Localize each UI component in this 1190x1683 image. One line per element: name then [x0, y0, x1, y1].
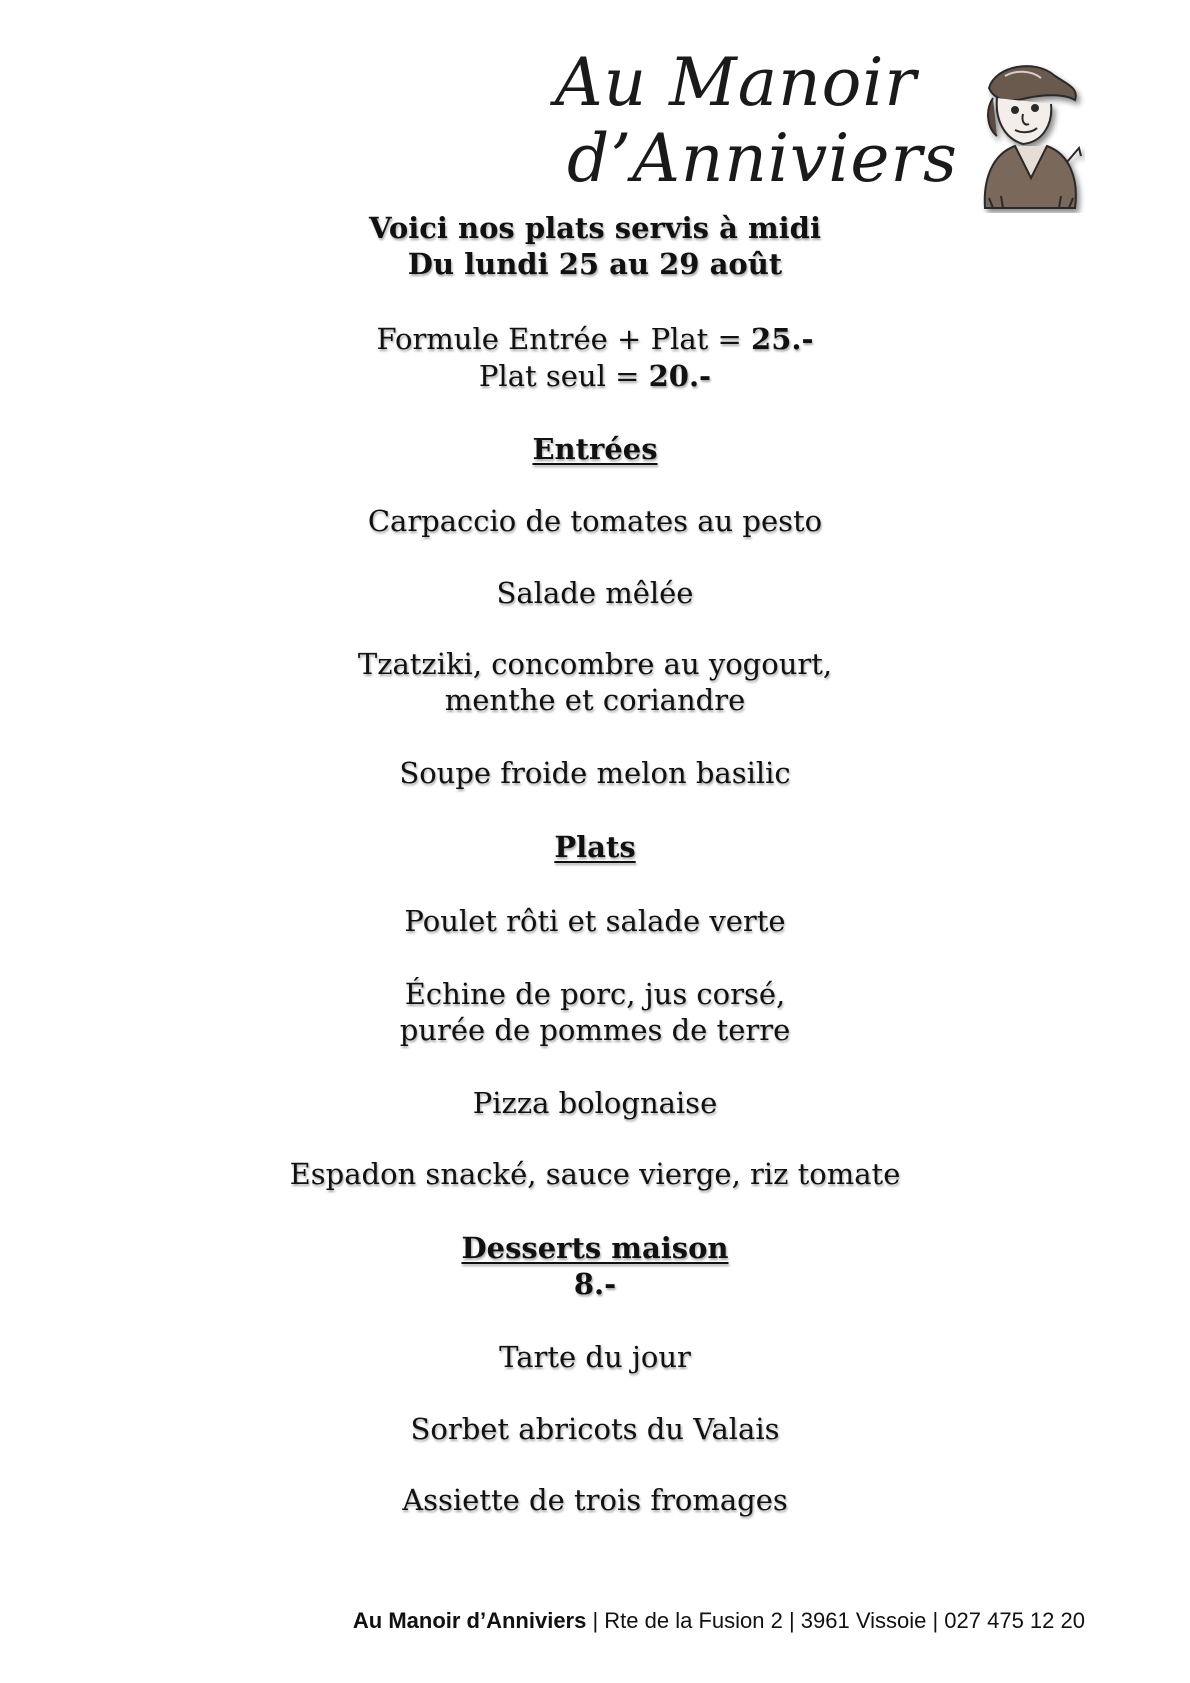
plat-item: Échine de porc, jus corsé, — [404, 977, 786, 1011]
desserts-price: 8.- — [573, 1267, 617, 1301]
formula-price: 25.- — [751, 322, 814, 356]
single-dish-price-line — [0, 358, 1190, 394]
plats-heading: Plats — [554, 830, 636, 864]
restaurant-logo-title — [555, 44, 958, 197]
single-price: 20.- — [648, 359, 712, 393]
entree-item-continued: menthe et coriandre — [444, 683, 746, 717]
formula-price-line — [0, 321, 1190, 357]
dessert-item: Sorbet abricots du Valais — [410, 1412, 780, 1446]
plat-item: Pizza bolognaise — [472, 1086, 718, 1120]
intro-line-1: Voici nos plats servis à midi — [369, 211, 821, 245]
formula-label: Formule Entrée + Plat = — [376, 322, 752, 356]
desserts-heading: Desserts maison — [461, 1231, 729, 1265]
footer-details: | Rte de la Fusion 2 | 3961 Vissoie | 027 475 12 20 — [586, 1608, 1085, 1633]
plat-item-continued: purée de pommes de terre — [399, 1013, 791, 1047]
plat-item: Espadon snacké, sauce vierge, riz tomate — [289, 1157, 901, 1191]
entree-item: Soupe froide melon basilic — [399, 756, 791, 790]
mascot-illustration — [975, 58, 1085, 213]
entree-item: Carpaccio de tomates au pesto — [367, 504, 823, 538]
dessert-item: Tarte du jour — [499, 1340, 691, 1374]
footer-restaurant-name: Au Manoir d’Anniviers — [352, 1608, 587, 1633]
single-label: Plat seul = — [478, 359, 649, 393]
entrees-heading: Entrées — [532, 432, 658, 466]
dessert-item: Assiette de trois fromages — [402, 1483, 788, 1517]
entree-item: Tzatziki, concombre au yogourt, — [357, 647, 833, 681]
intro-line-2: Du lundi 25 au 29 août — [407, 247, 783, 281]
logo-line-1: Au Manoir — [555, 44, 917, 121]
footer-address — [353, 1608, 1085, 1634]
plat-item: Poulet rôti et salade verte — [404, 904, 786, 938]
entree-item: Salade mêlée — [496, 576, 694, 610]
logo-line-2: d’Anniviers — [567, 120, 958, 197]
